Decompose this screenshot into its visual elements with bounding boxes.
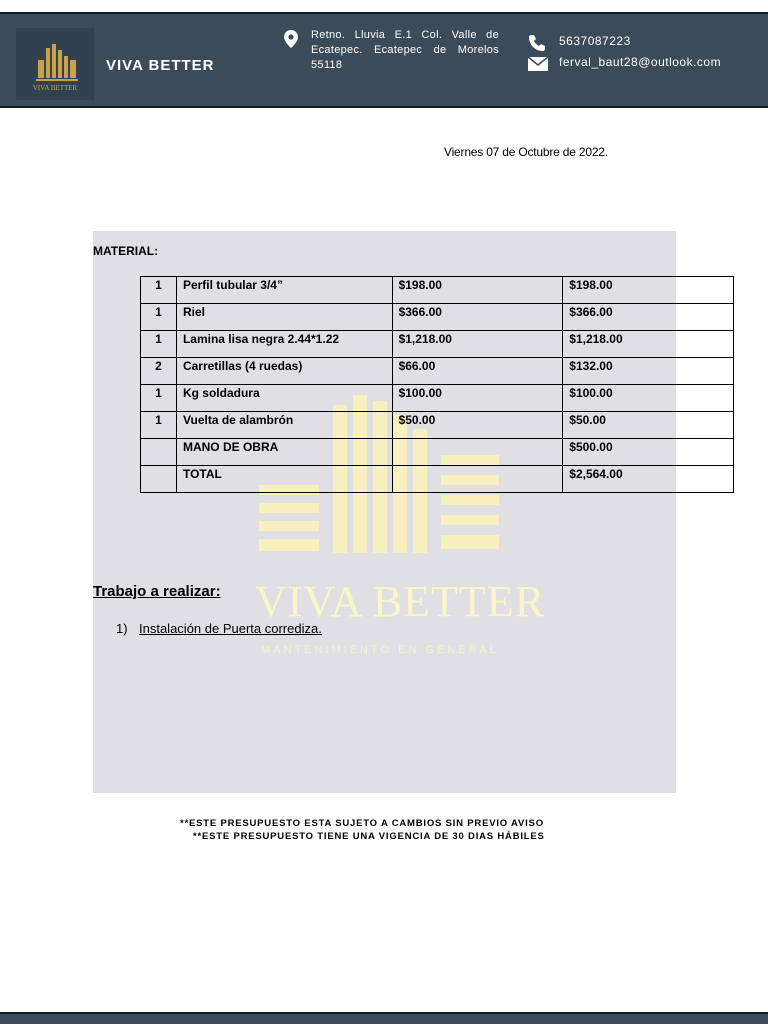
brand-name: VIVA BETTER [106,57,215,74]
table-row [141,331,734,358]
company-address: Retno. Lluvia E.1 Col. Valle de Ecatepec. Ecatepec de Morelos 55118 [311,29,499,71]
unit-price-cell: $366.00 [392,304,563,331]
unit-price-cell: $66.00 [392,358,563,385]
description-cell: Riel [176,304,392,331]
line-total-cell: $500.00 [563,439,734,466]
line-total-cell: $366.00 [563,304,734,331]
location-pin-icon [284,30,298,48]
footer-bar [0,1012,768,1024]
description-cell: Vuelta de alambrón [176,412,392,439]
table-row [141,277,734,304]
work-heading: Trabajo a realizar: [93,583,221,600]
line-total-cell: $50.00 [563,412,734,439]
table-row [141,304,734,331]
work-item: Instalación de Puerta corrediza. [139,621,322,636]
mail-icon [528,57,548,71]
material-heading: MATERIAL: [93,244,159,258]
validity-note: **ESTE PRESUPUESTO TIENE UNA VIGENCIA DE 30 DIAS HÁBILES [193,831,545,842]
unit-price-cell: $50.00 [392,412,563,439]
logo-buildings-icon [16,28,94,100]
phone-icon [528,34,546,52]
table-row-labor [141,439,734,466]
line-total-cell: $100.00 [563,385,734,412]
table-row-total [141,466,734,493]
description-cell: Carretillas (4 ruedas) [176,358,392,385]
line-total-cell: $1,218.00 [563,331,734,358]
unit-price-cell: $100.00 [392,385,563,412]
line-total-cell: $132.00 [563,358,734,385]
logo-text: VIVA BETTER [32,84,78,92]
qty-cell: 1 [141,412,177,439]
qty-cell [141,466,177,493]
watermark-title: VIVA BETTER [254,577,546,626]
qty-cell: 1 [141,331,177,358]
phone-number: 5637087223 [559,34,631,48]
materials-table [140,276,734,493]
email-address: ferval_baut28@outlook.com [559,55,722,69]
disclaimer-note: **ESTE PRESUPUESTO ESTA SUJETO A CAMBIOS SIN PREVIO AVISO [180,818,544,829]
line-total-cell: $198.00 [563,277,734,304]
qty-cell: 1 [141,385,177,412]
company-logo [16,28,94,100]
qty-cell: 1 [141,277,177,304]
qty-cell [141,439,177,466]
table-row [141,412,734,439]
qty-cell: 1 [141,304,177,331]
grand-total-cell: $2,564.00 [563,466,734,493]
work-item-number: 1) [116,621,128,636]
watermark-subtitle: MANTENIMIENTO EN GENERAL [260,644,500,656]
description-cell: Lamina lisa negra 2.44*1.22 [176,331,392,358]
unit-price-cell: $198.00 [392,277,563,304]
table-row [141,385,734,412]
table-row [141,358,734,385]
description-cell: MANO DE OBRA [176,439,392,466]
description-cell: TOTAL [176,466,392,493]
letterhead [0,12,768,108]
unit-price-cell: $1,218.00 [392,331,563,358]
description-cell: Kg soldadura [176,385,392,412]
description-cell: Perfil tubular 3/4” [176,277,392,304]
unit-price-cell [392,466,563,493]
unit-price-cell [392,439,563,466]
document-date: Viernes 07 de Octubre de 2022. [444,145,608,159]
qty-cell: 2 [141,358,177,385]
